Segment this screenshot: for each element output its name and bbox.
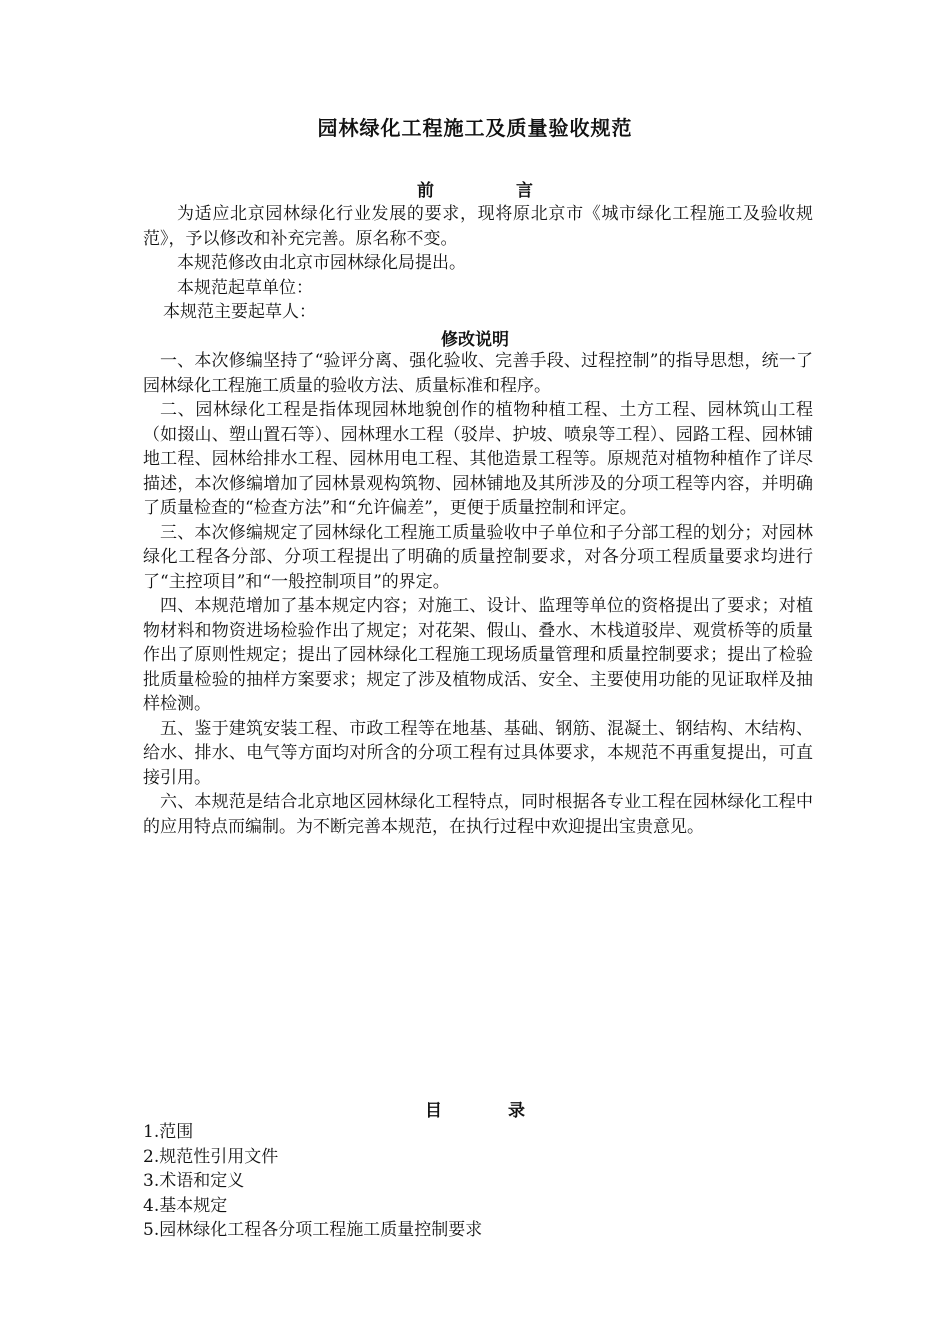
toc-heading-left: 目: [425, 1101, 442, 1121]
revision-paragraph: 一、本次修编坚持了“验评分离、强化验收、完善手段、过程控制”的指导思想，统一了园林绿化工程施工质量的验收方法、质量标准和程序。: [143, 351, 813, 396]
revision-paragraph: 五、鉴于建筑安装工程、市政工程等在地基、基础、钢筋、混凝土、钢结构、木结构、给水、排水、电气等方面均对所含的分项工程有过具体要求，本规范不再重复提出，可直接引用。: [143, 718, 813, 788]
revision-heading: 修改说明: [441, 330, 509, 350]
revision-paragraph: 二、园林绿化工程是指体现园林地貌创作的植物种植工程、土方工程、园林筑山工程（如掇山、塑山置石等）、园林理水工程（驳岸、护坡、喷泉等工程）、园路工程、园林铺地工程、园林给排水工程、园林用电工程、其他造景工程等。原规范对植物种植作了详尽描述，本次修编增加了园林景观构筑物、园林铺地及其所涉及的分项工程等内容，并明确了质量检查的“检查方法”和“允许偏差”，更便于质量控制和评定。: [143, 400, 813, 518]
toc-item[interactable]: 3.术语和定义: [143, 1171, 245, 1191]
preface-paragraph: 本规范修改由北京市园林绿化局提出。: [177, 253, 466, 273]
preface-paragraph: 本规范主要起草人：: [163, 302, 316, 322]
document-title: 园林绿化工程施工及质量验收规范: [317, 116, 633, 140]
table-of-contents: [143, 1120, 813, 1243]
preface-heading-right: 言: [516, 181, 533, 201]
preface-paragraph: 为适应北京园林绿化行业发展的要求，现将原北京市《城市绿化工程施工及验收规范》，予以修改和补充完善。原名称不变。: [143, 204, 813, 249]
preface-body: [143, 202, 813, 325]
toc-item[interactable]: 2.规范性引用文件: [143, 1146, 279, 1167]
revision-paragraph: 三、本次修编规定了园林绿化工程施工质量验收中子单位和子分部工程的划分；对园林绿化工程各分部、分项工程提出了明确的质量控制要求，对各分项工程质量要求均进行了“主控项目”和“一般控制项目”的界定。: [143, 522, 813, 592]
toc-item[interactable]: 1.范围: [143, 1122, 194, 1142]
revision-paragraph: 六、本规范是结合北京地区园林绿化工程特点，同时根据各专业工程在园林绿化工程中的应用特点而编制。为不断完善本规范，在执行过程中欢迎提出宝贵意见。: [143, 792, 813, 837]
preface-heading-left: 前: [417, 181, 434, 201]
preface-paragraph: 本规范起草单位：: [177, 277, 313, 298]
toc-heading: [0, 1096, 950, 1121]
toc-item[interactable]: 4.基本规定: [143, 1195, 228, 1216]
toc-item[interactable]: 5.园林绿化工程各分项工程施工质量控制要求: [143, 1220, 483, 1240]
revision-body: [143, 349, 813, 839]
preface-heading: [0, 176, 950, 201]
toc-heading-right: 录: [508, 1101, 525, 1121]
revision-paragraph: 四、本规范增加了基本规定内容；对施工、设计、监理等单位的资格提出了要求；对植物材料和物资进场检验作出了规定；对花架、假山、叠水、木栈道驳岸、观赏桥等的质量作出了原则性规定；提出了园林绿化工程施工现场质量管理和质量控制要求；提出了检验批质量检验的抽样方案要求；规定了涉及植物成活、安全、主要使用功能的见证取样及抽样检测。: [143, 596, 813, 714]
